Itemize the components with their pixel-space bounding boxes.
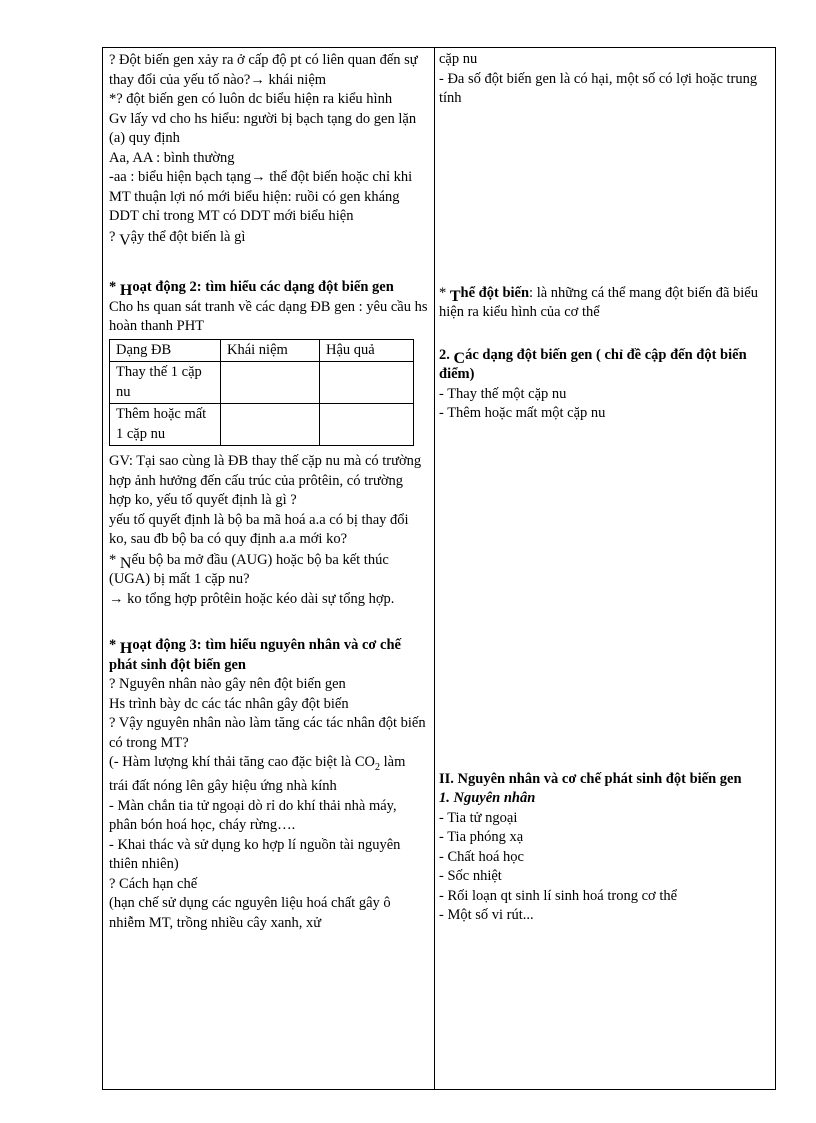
- limit-answer: (hạn chế sử dụng các nguyên liệu hoá chất gây ô nhiễm MT, trồng nhiều cây xanh, xử: [109, 895, 391, 931]
- teacher-activity-column: [103, 48, 434, 1089]
- content-column: [435, 48, 775, 1089]
- table-cell: [320, 404, 414, 446]
- section-II-heading: II. Nguyên nhân và cơ chế phát sinh đột biến gen: [439, 770, 742, 787]
- activity-2-instruction: Cho hs quan sát tranh về các dạng ĐB gen : yêu cầu hs hoàn thanh PHT: [109, 298, 428, 334]
- table-row: [110, 404, 414, 446]
- cause-item: - Một số vi rút...: [439, 907, 534, 923]
- normal-genotypes: Aa, AA : bình thường: [109, 149, 235, 166]
- cause-item: - Chất hoá học: [439, 848, 524, 865]
- table-cell: Thêm hoặc mất 1 cặp nu: [110, 404, 221, 446]
- table-header-cell: Khái niệm: [221, 339, 320, 362]
- mutant-definition: * Thể đột biến: là những cá thể mang đột biến đã biểu hiện ra kiểu hình của cơ thể: [439, 284, 758, 320]
- example-albinism: Gv lấy vd cho hs hiểu: người bị bạch tạng do gen lặn (a) quy định: [109, 110, 417, 146]
- table-cell: Thay thế 1 cặp nu: [110, 362, 221, 404]
- activity-3-heading: * Hoạt động 3: tìm hiểu nguyên nhân và cơ chế phát sinh đột biến gen: [109, 637, 401, 673]
- question-expression: *? đột biến gen có luôn dc biểu hiện ra kiểu hình: [109, 91, 393, 107]
- student-answer: Hs trình bày dc các tác nhân gây đột biến: [109, 695, 349, 712]
- worksheet-table: [109, 339, 414, 447]
- question-mutant-definition: ? Vậy thể đột biến là gì: [109, 228, 246, 249]
- continued-text: cặp nu: [439, 51, 478, 67]
- section-2-heading: 2. Các dạng đột biến gen ( chỉ đề cập đến đột biến điểm): [439, 346, 747, 382]
- table-header-cell: Hậu quả: [320, 339, 414, 362]
- question-limit: ? Cách hạn chế: [109, 875, 198, 892]
- table-row: [110, 362, 414, 404]
- cause-item: - Tia phóng xạ: [439, 829, 524, 845]
- cause-item: - Tia tử ngoại: [439, 809, 518, 826]
- activity-2-heading: * Hoạt động 2: tìm hiểu các dạng đột biến gen: [109, 279, 394, 299]
- cause-item: - Rối loạn qt sinh lí sinh hoá trong cơ thể: [439, 887, 678, 904]
- co2-point: (- Hàm lượng khí thải tăng cao đặc biệt là $CO_2$ làm trái đất nóng lên gây hiệu ứng nhà kính: [109, 754, 406, 795]
- mutation-type-item: - Thêm hoặc mất một cặp nu: [439, 405, 606, 421]
- mutation-type-item: - Thay thế một cặp nu: [439, 385, 567, 402]
- question-mutation-concept: ? Đột biến gen xảy ra ở cấp độ pt có liên quan đến sự thay đổi của yếu tố nào?→ khái niệm: [109, 52, 418, 88]
- table-cell: [221, 362, 320, 404]
- codon-answer: → ko tổng hợp prôtêin hoặc kéo dài sự tổng hợp.: [109, 590, 395, 607]
- question-increase: ? Vậy nguyên nhân nào làm tăng các tác nhân đột biến có trong MT?: [109, 715, 426, 751]
- question-start-stop-codon: * Nếu bộ ba mở đầu (AUG) hoặc bộ ba kết thúc (UGA) bị mất 1 cặp nu?: [109, 551, 389, 587]
- resource-point: - Khai thác và sử dụng ko hợp lí nguồn tài nguyên thiên nhiên): [109, 836, 401, 873]
- table-header-row: [110, 339, 414, 362]
- table-cell: [320, 362, 414, 404]
- mutation-effects: - Đa số đột biến gen là có hại, một số có lợi hoặc trung tính: [439, 70, 758, 106]
- gv-answer: yếu tố quyết định là bộ ba mã hoá a.a có bị thay đổi ko, sau đb bộ ba có quy định a.a mới ko?: [109, 511, 409, 547]
- ozone-point: - Màn chắn tia tử ngoại dò rỉ do khí thải nhà máy, phân bón hoá học, cháy rừng….: [109, 797, 397, 834]
- table-cell: [221, 404, 320, 446]
- albino-explanation: -aa : biểu hiện bạch tạng→ thể đột biến hoặc chỉ khi MT thuận lợi nó mới biểu hiện: ruồi có gen kháng DDT chỉ trong MT có DDT mới biểu hiện: [109, 169, 413, 224]
- subsection-causes: 1. Nguyên nhân: [439, 790, 536, 806]
- table-header-cell: Dạng ĐB: [110, 339, 221, 362]
- question-cause: ? Nguyên nhân nào gây nên đột biến gen: [109, 676, 346, 692]
- lesson-table: [102, 47, 776, 1090]
- gv-question: GV: Tại sao cùng là ĐB thay thế cặp nu mà có trường hợp ảnh hưởng đến cấu trúc của prôtêin, có trường hợp ko, yếu tố quyết định là gì ?: [109, 453, 422, 508]
- cause-item: - Sốc nhiệt: [439, 868, 502, 884]
